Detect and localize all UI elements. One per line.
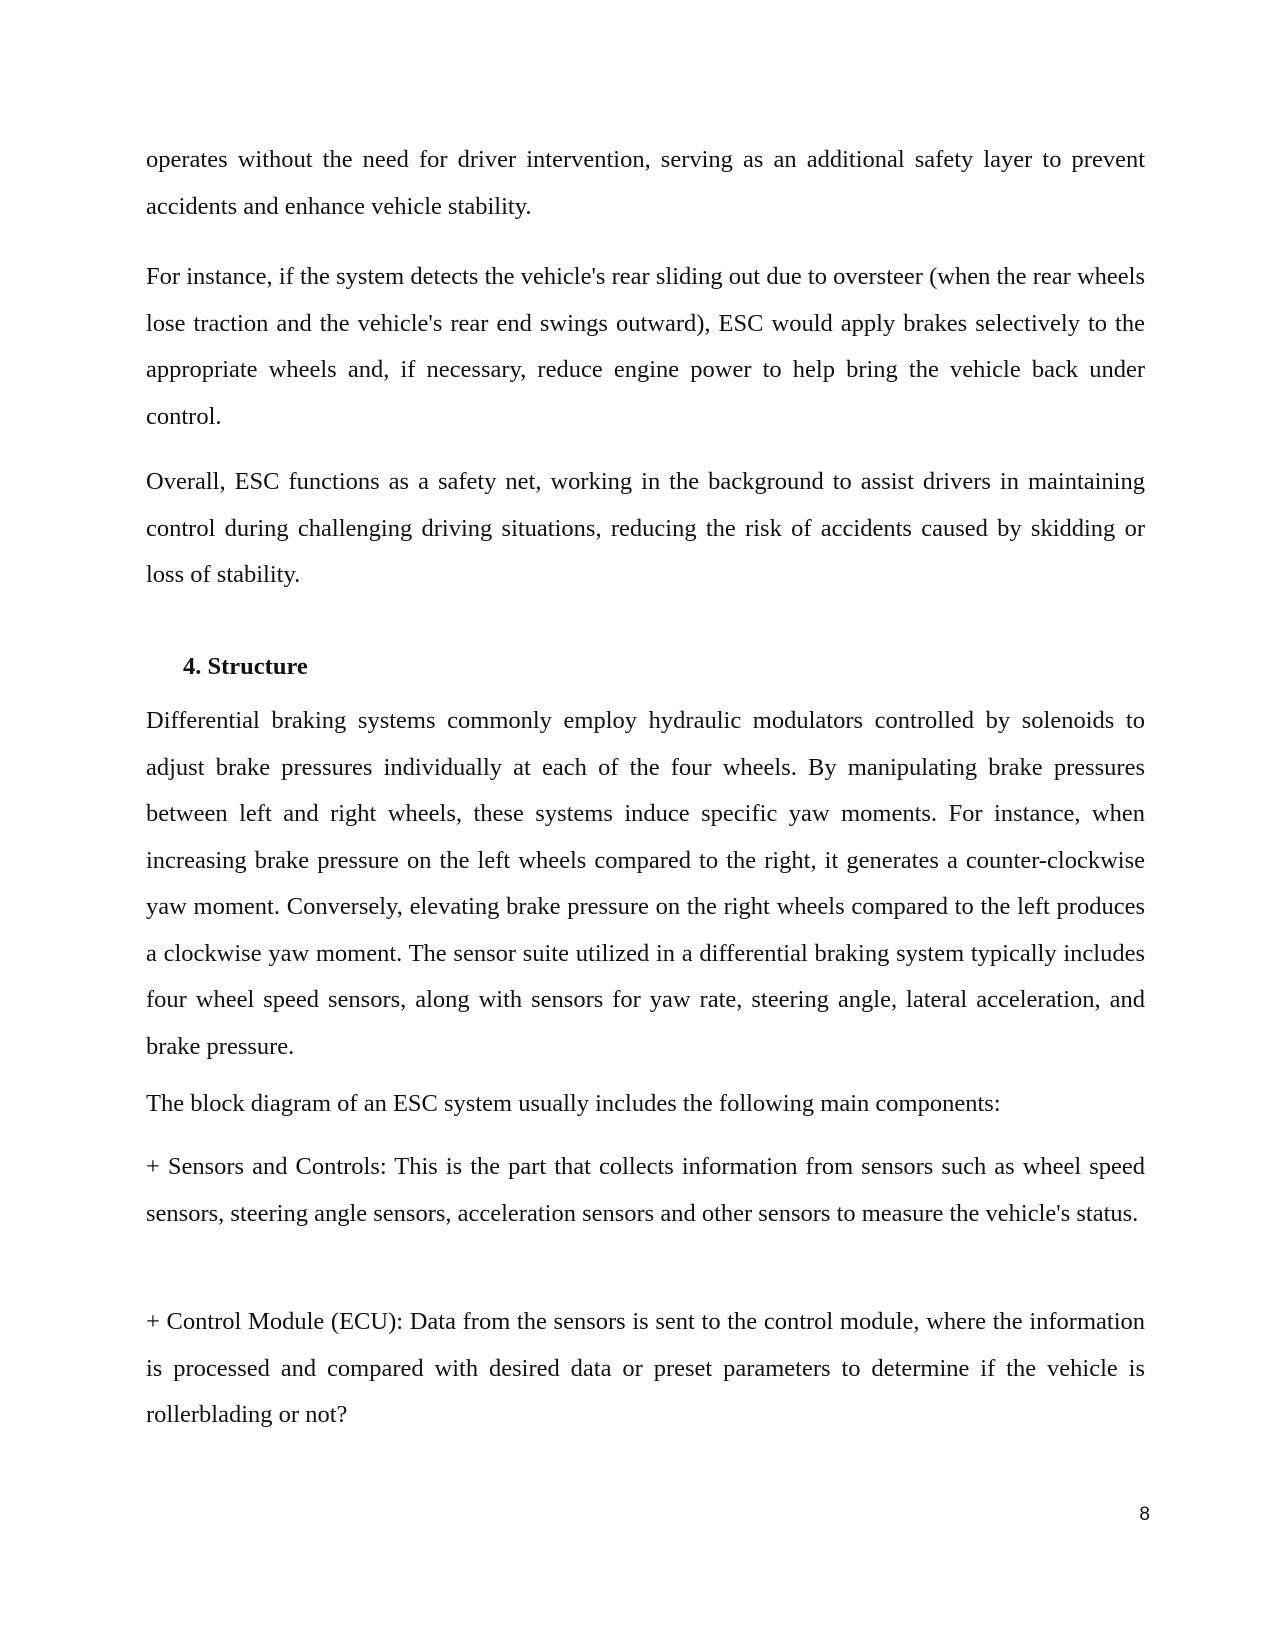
list-item-sensors-and-controls: + Sensors and Controls: This is the part that collects information from sensors such as wheel speed sensors, steering angle sensors, acceleration sensors and other sensors to measure the vehicle's status. (146, 1153, 1145, 1227)
paragraph-intro-continued: operates without the need for driver intervention, serving as an additional safety layer to prevent accidents and enhance vehicle stability. (146, 146, 1145, 220)
page-number: 8 (1139, 1504, 1150, 1525)
list-item-control-module: + Control Module (ECU): Data from the sensors is sent to the control module, where the information is processed and compared with desired data or preset parameters to determine if the vehicle is rollerblading or not? (146, 1308, 1145, 1428)
section-heading-structure: 4. Structure (183, 653, 308, 680)
paragraph-overall-summary: Overall, ESC functions as a safety net, working in the background to assist drivers in maintaining control during challenging driving situations, reducing the risk of accidents caused by skidding or loss of stability. (146, 468, 1145, 588)
paragraph-block-diagram-intro: The block diagram of an ESC system usually includes the following main components: (146, 1090, 1001, 1117)
paragraph-oversteer-example: For instance, if the system detects the vehicle's rear sliding out due to oversteer (when the rear wheels lose traction and the vehicle's rear end swings outward), ESC would apply brakes selectively to the appropriate wheels and, if necessary, reduce engine power to help bring the vehicle back under control. (146, 263, 1145, 430)
paragraph-differential-braking: Differential braking systems commonly employ hydraulic modulators controlled by solenoids to adjust brake pressures individually at each of the four wheels. By manipulating brake pressures between left and right wheels, these systems induce specific yaw moments. For instance, when increasing brake pressure on the left wheels compared to the right, it generates a counter-clockwise yaw moment. Conversely, elevating brake pressure on the right wheels compared to the left produces a clockwise yaw moment. The sensor suite utilized in a differential braking system typically includes four wheel speed sensors, along with sensors for yaw rate, steering angle, lateral acceleration, and brake pressure. (146, 707, 1145, 1060)
